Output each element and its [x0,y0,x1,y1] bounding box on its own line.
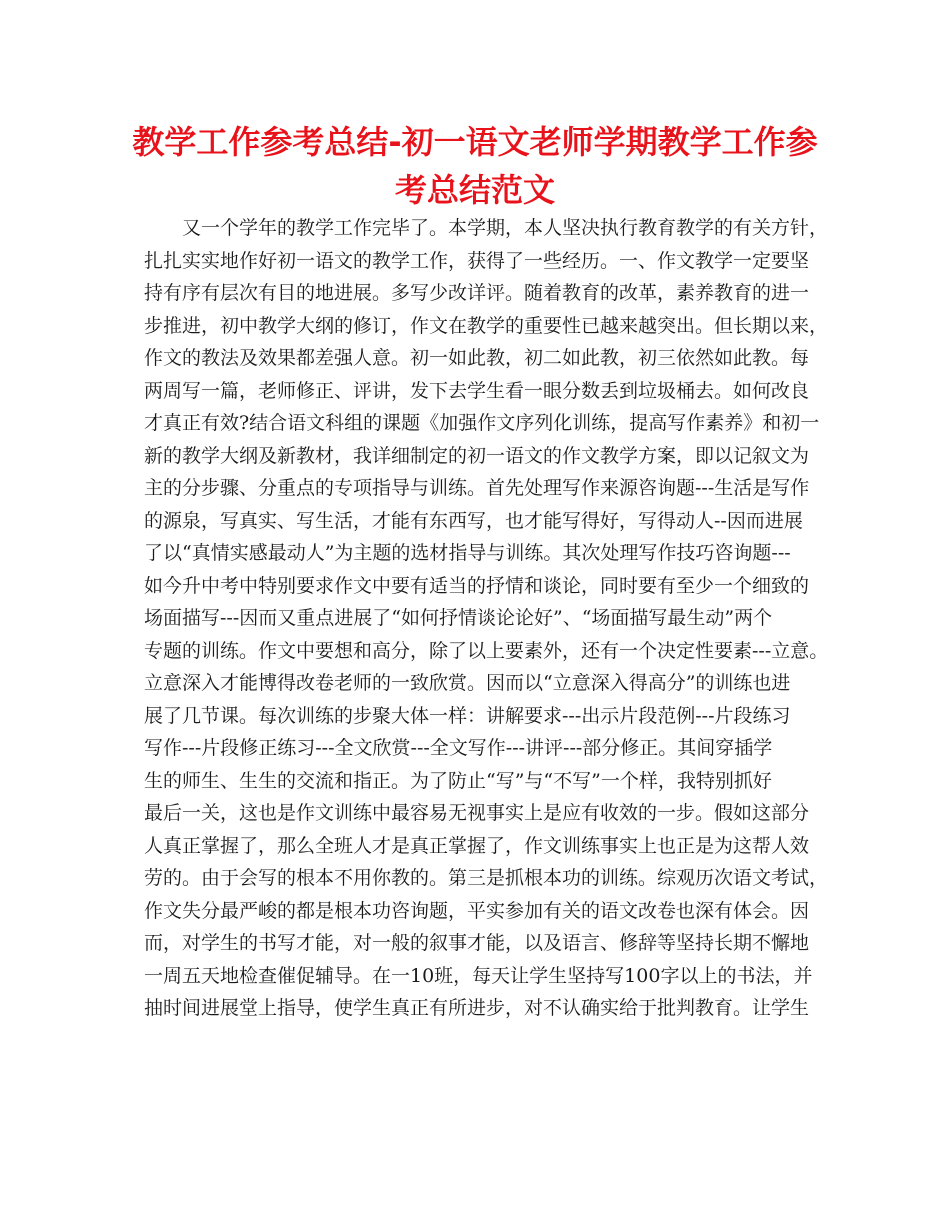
body-line: 持有序有层次有目的地进展。多写少改详评。随着教育的改革，素养教育的进一 [144,282,810,304]
body-line: 而，对学生的书写才能，对一般的叙事才能，以及语言、修辞等坚持长期不懈地 [144,932,810,954]
body-line: 才真正有效?结合语文科组的课题《加强作文序列化训练，提高写作素养》和初一 [144,412,820,434]
body-line: 如今升中考中特别要求作文中要有适当的抒情和谈论，同时要有至少一个细致的 [144,574,810,597]
body-line: 作文的教法及效果都差强人意。初一如此教，初二如此教，初三依然如此教。每 [144,347,810,369]
body-line: 主的分步骤、分重点的专项指导与训练。首先处理写作来源咨询题---生活是写作 [144,477,810,499]
document-body [144,212,829,1025]
body-line: 两周写一篇，老师修正、评讲，发下去学生看一眼分数丢到垃圾桶去。如何改良 [144,379,810,402]
body-line: 写作---片段修正练习---全文欣赏---全文写作---讲评---部分修正。其间穿插学 [144,737,773,759]
body-line: 一周五天地检查催促辅导。在一10班，每天让学生坚持写100字以上的书法，并 [144,964,813,987]
body-line: 作文失分最严峻的都是根本功咨询题，平实参加有关的语文改卷也深有体会。因 [144,899,810,922]
body-line: 了以“真情实感最动人”为主题的选材指导与训练。其次处理写作技巧咨询题--- [144,542,791,564]
body-line: 抽时间进展堂上指导，使学生真正有所进步，对不认确实给于批判教育。让学生 [144,997,810,1019]
body-line: 最后一关，这也是作文训练中最容易无视事实上是应有收效的一步。假如这部分 [144,802,810,824]
body-line: 人真正掌握了，那么全班人才是真正掌握了，作文训练事实上也正是为这帮人效 [144,834,810,857]
body-line: 专题的训练。作文中要想和高分，除了以上要素外，还有一个决定性要素---立意。 [144,639,829,662]
body-line: 场面描写---因而又重点进展了“如何抒情谈论论好”、“场面描写最生动”两个 [144,607,773,629]
body-line: 新的教学大纲及新教材，我详细制定的初一语文的作文教学方案，即以记叙文为 [144,444,810,467]
body-line: 步推进，初中教学大纲的修订，作文在教学的重要性已越来越突出。但长期以来， [144,314,829,337]
body-line: 的源泉，写真实、写生活，才能有东西写，也才能写得好，写得动人--因而进展 [144,509,803,532]
body-line: 立意深入才能博得改卷老师的一致欣赏。因而以“立意深入得高分”的训练也进 [144,672,791,694]
body-line: 扎扎实实地作好初一语文的教学工作，获得了一些经历。一、作文教学一定要坚 [144,249,810,272]
body-line: 又一个学年的教学工作完毕了。本学期，本人坚决执行教育教学的有关方针， [182,217,829,239]
body-line: 劳的。由于会写的根本不用你教的。第三是抓根本功的训练。综观历次语文考试， [144,867,829,889]
body-line: 展了几节课。每次训练的步聚大体一样：讲解要求---出示片段范例---片段练习 [144,704,791,727]
document-title: 教学工作参考总结-初一语文老师学期教学工作参考总结范文 [132,123,818,209]
body-line: 生的师生、生生的交流和指正。为了防止“写”与“不写”一个样，我特别抓好 [144,769,772,792]
